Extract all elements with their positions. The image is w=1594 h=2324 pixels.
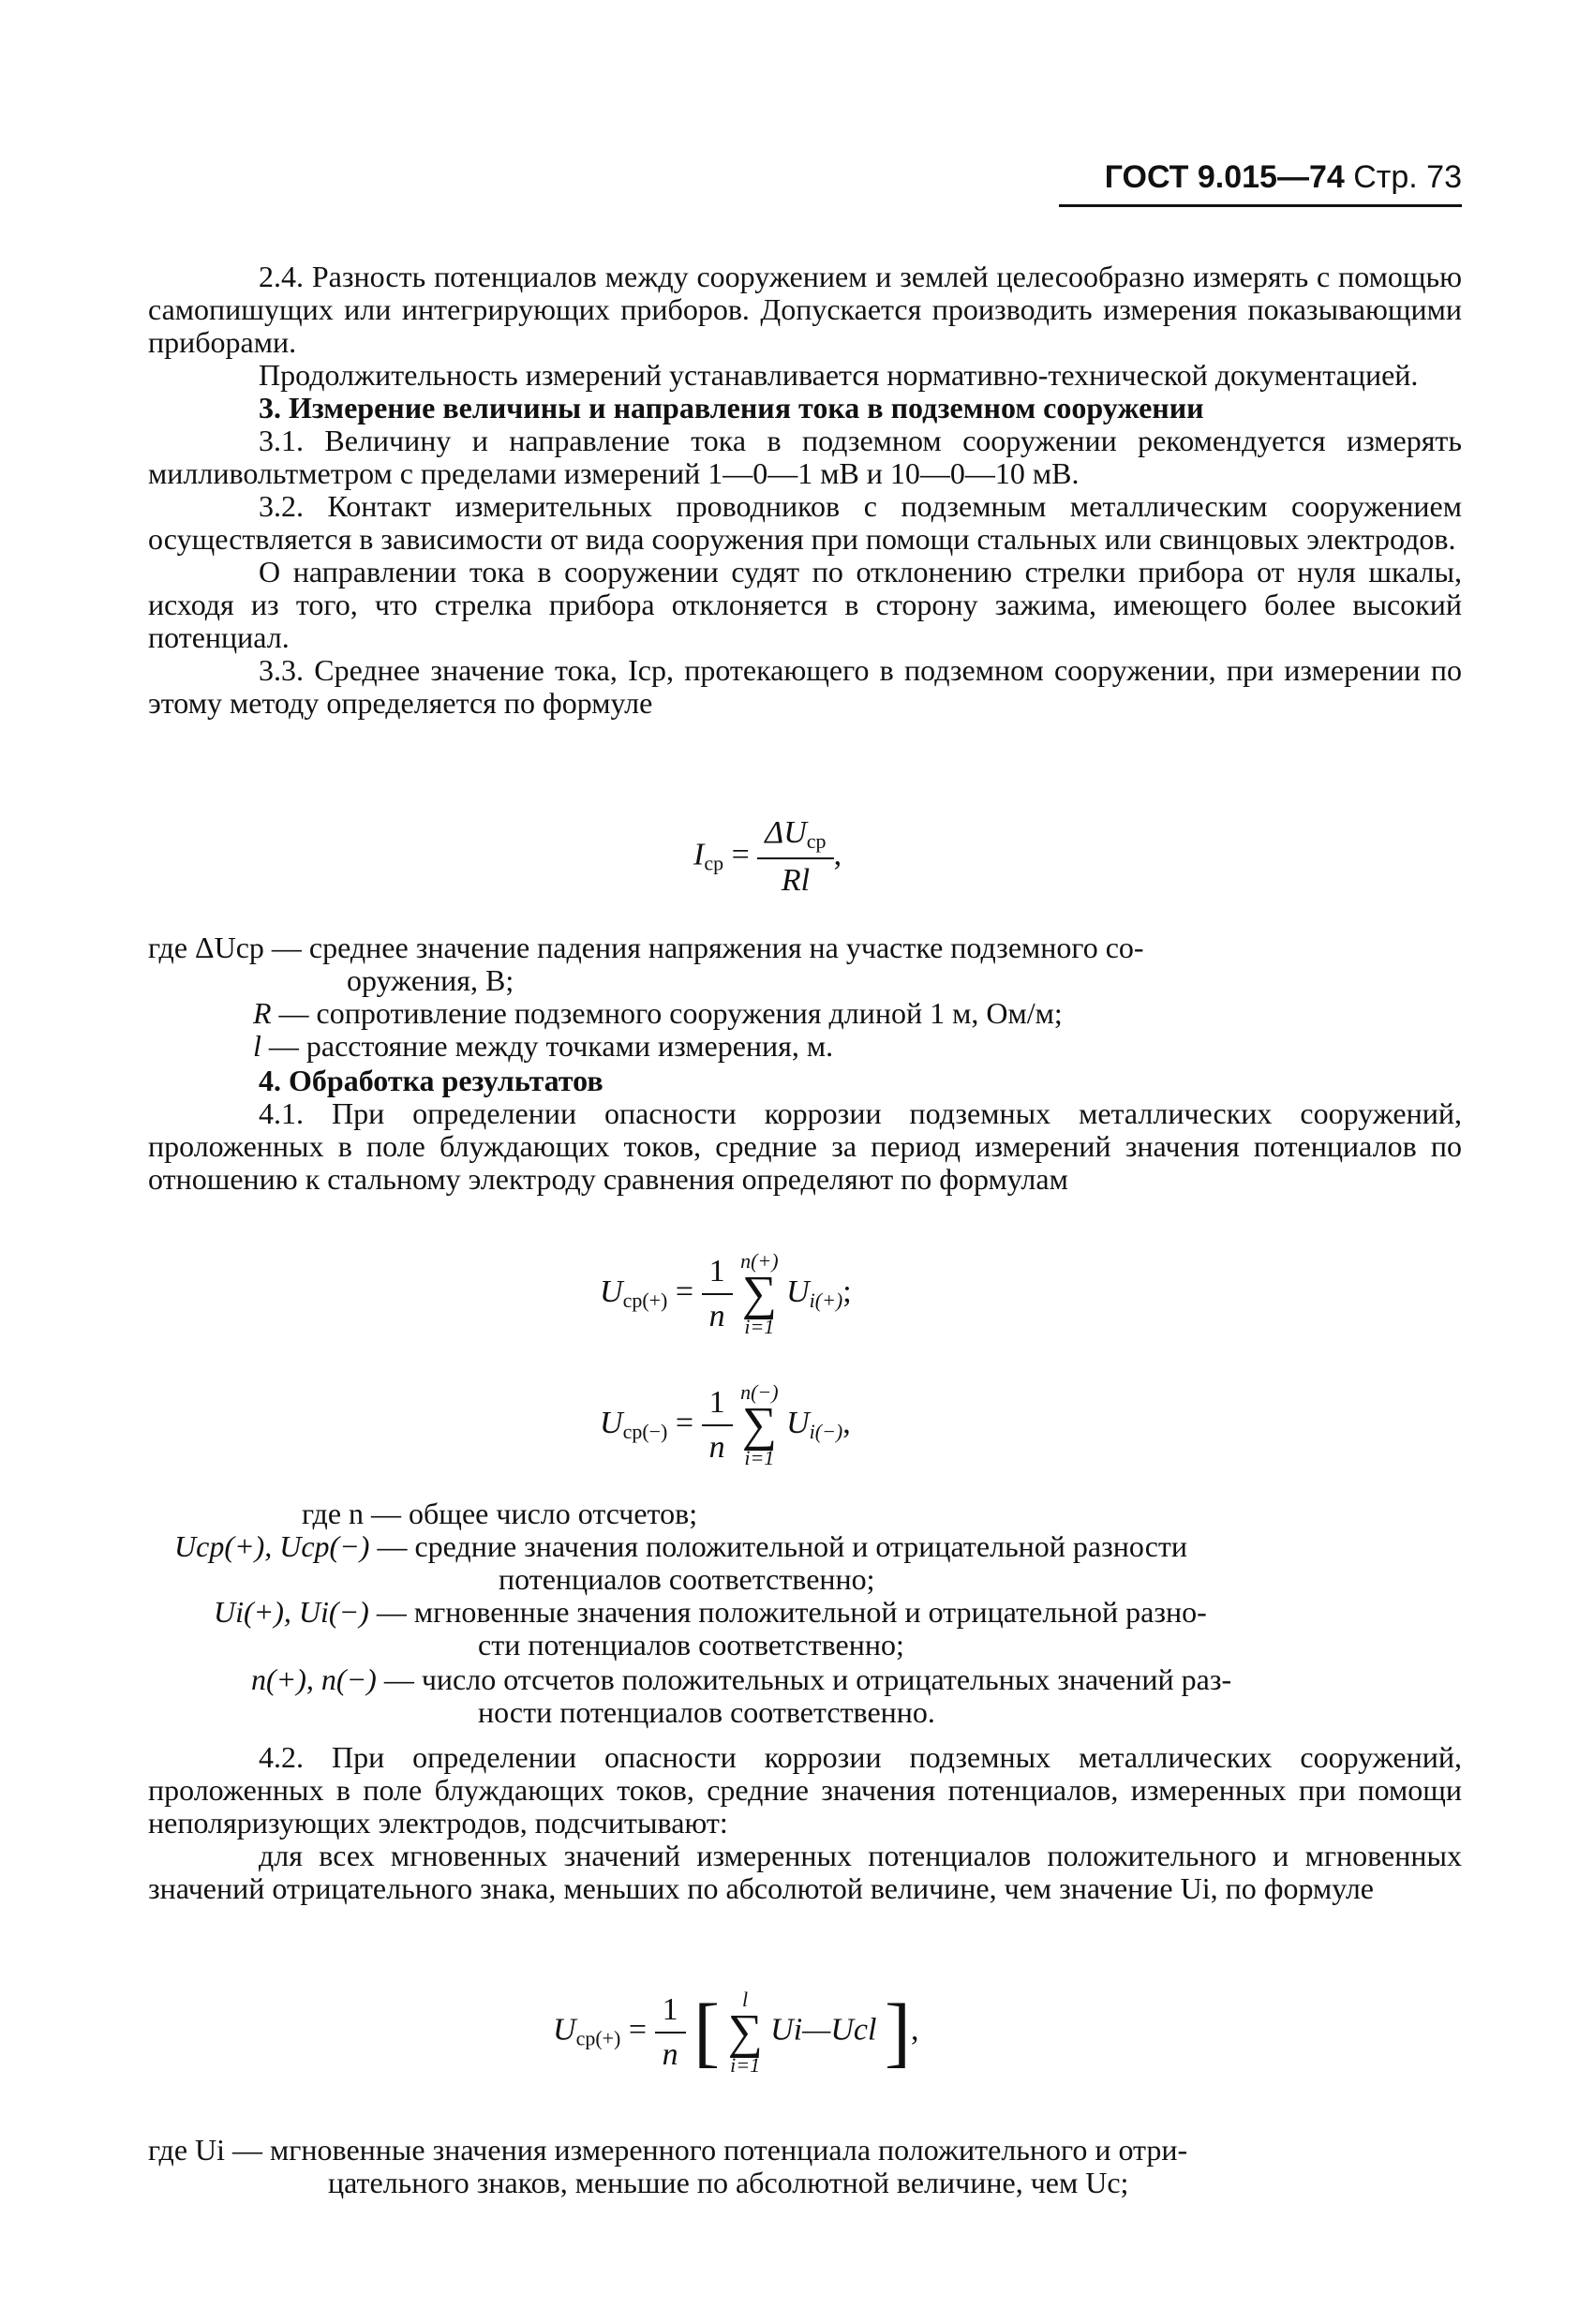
fraction: $\frac{\Delta U_{ср}}{Rl}$	[757, 815, 833, 899]
definition-row: ности потенциалов соответственно.	[478, 1695, 935, 1729]
paragraph-4-1: 4.1. При определении опасности коррозии подземных металлических сооружений, проложенных в поле блуждающих токов, средние за период измерений значения потенциалов по отношению к стальному электроду сравнения определяют по формулам	[148, 1096, 1462, 1196]
definition-row: потенциалов соответственно;	[499, 1562, 875, 1596]
heading-3: 3. Измерение величины и направления тока в подземном сооружении	[259, 391, 1204, 425]
section-4	[148, 1065, 1462, 1196]
paragraph-3-3: 3.3. Среднее значение тока, Iср, протекающего в подземном сооружении, при измерении по этому методу определяется по формуле	[148, 653, 1462, 720]
formula-mean-negative: $U_{ср(-)}$ = $\frac{1}{n}$ n(−) ∑ i=1 $U_{i(-)}$,	[600, 1380, 851, 1469]
definition-row: сти потенциалов соответственно;	[478, 1628, 904, 1661]
definition-row: оружения, В;	[347, 963, 514, 997]
paragraph-2-4-duration: Продолжительность измерений устанавливается нормативно-технической документацией.	[259, 358, 1419, 392]
definition-row: где n — общее число отсчетов;	[302, 1497, 698, 1530]
paragraph-4-2: 4.2. При определении опасности коррозии подземных металлических сооружений, проложенных в поле блуждающих токов, средние значения потенциалов, измеренных при помощи неполяризующих электродов, подсчитывают:	[148, 1740, 1462, 1840]
summation: l ∑ i=1	[727, 1987, 763, 2077]
definition-row: где Ui — мгновенные значения измеренного потенциала положительного и отри-	[148, 2133, 1188, 2167]
paragraph-3-1: 3.1. Величину и направление тока в подземном сооружении рекомендуется измерять милливольтметром с пределами измерений 1—0—1 мВ и 10—0—10 мВ.	[148, 424, 1462, 490]
formula-current: $I_{ср}$ = $\frac{\Delta U_{ср}}{Rl}$ ,	[693, 815, 842, 898]
paragraph-2-4: 2.4. Разность потенциалов между сооружением и землей целесообразно измерять с помощью самопишущих или интегрирующих приборов. Допускается производить измерения показывающими приборами.	[148, 260, 1462, 359]
standard-number: ГОСТ 9.015—74	[1104, 159, 1345, 195]
header-rule	[1059, 204, 1462, 207]
definition-row: l — расстояние между точками измерения, м.	[253, 1029, 834, 1063]
definition-row: где ΔUср — среднее значение падения напряжения на участке подземного со-	[148, 931, 1144, 964]
paragraph-3-2: 3.2. Контакт измерительных проводников с подземным металлическим сооружением осуществляется в зависимости от вида сооружения при помощи стальных или свинцовых электродов.	[148, 489, 1462, 556]
definition-row: R — сопротивление подземного сооружения длиной 1 м, Ом/м;	[253, 996, 1063, 1030]
paragraph-4-2-instant: для всех мгновенных значений измеренных потенциалов положительного и мгновенных значений отрицательного знака, меньших по абсолютой величине, чем значение Ui, по формуле	[148, 1839, 1462, 1905]
page-header	[1031, 159, 1462, 196]
formula-mean-corrected: $U_{ср(+)}$ = $\frac{1}{n}$ [ l ∑ i=1 Ui—Ucl ],	[553, 1987, 919, 2077]
definition-row: n(+), n(−) — число отсчетов положительных и отрицательных значений раз-	[251, 1662, 1232, 1696]
definition-row: Ui(+), Ui(−) — мгновенные значения положительной и отрицательной разно-	[214, 1595, 1207, 1629]
section-4-2	[148, 1741, 1462, 1905]
section-2-4	[148, 261, 1462, 720]
definition-row: цательного знаков, меньшие по абсолютной величине, чем Uc;	[328, 2166, 1129, 2199]
page-number: Стр. 73	[1353, 159, 1462, 195]
paragraph-3-2-direction: О направлении тока в сооружении судят по отклонению стрелки прибора от нуля шкалы, исходя из того, что стрелка прибора отклоняется в сторону зажима, имеющего более высокий потенциал.	[148, 555, 1462, 654]
summation: n(+) ∑ i=1	[740, 1249, 779, 1338]
summation: n(−) ∑ i=1	[740, 1380, 779, 1469]
definition-row: Uср(+), Uср(−) — средние значения положительной и отрицательной разности	[174, 1529, 1187, 1563]
formula-mean-positive: $U_{ср(+)}$ = $\frac{1}{n}$ n(+) ∑ i=1 $U_{i(+)}$;	[600, 1249, 852, 1338]
heading-4: 4. Обработка результатов	[259, 1064, 603, 1097]
